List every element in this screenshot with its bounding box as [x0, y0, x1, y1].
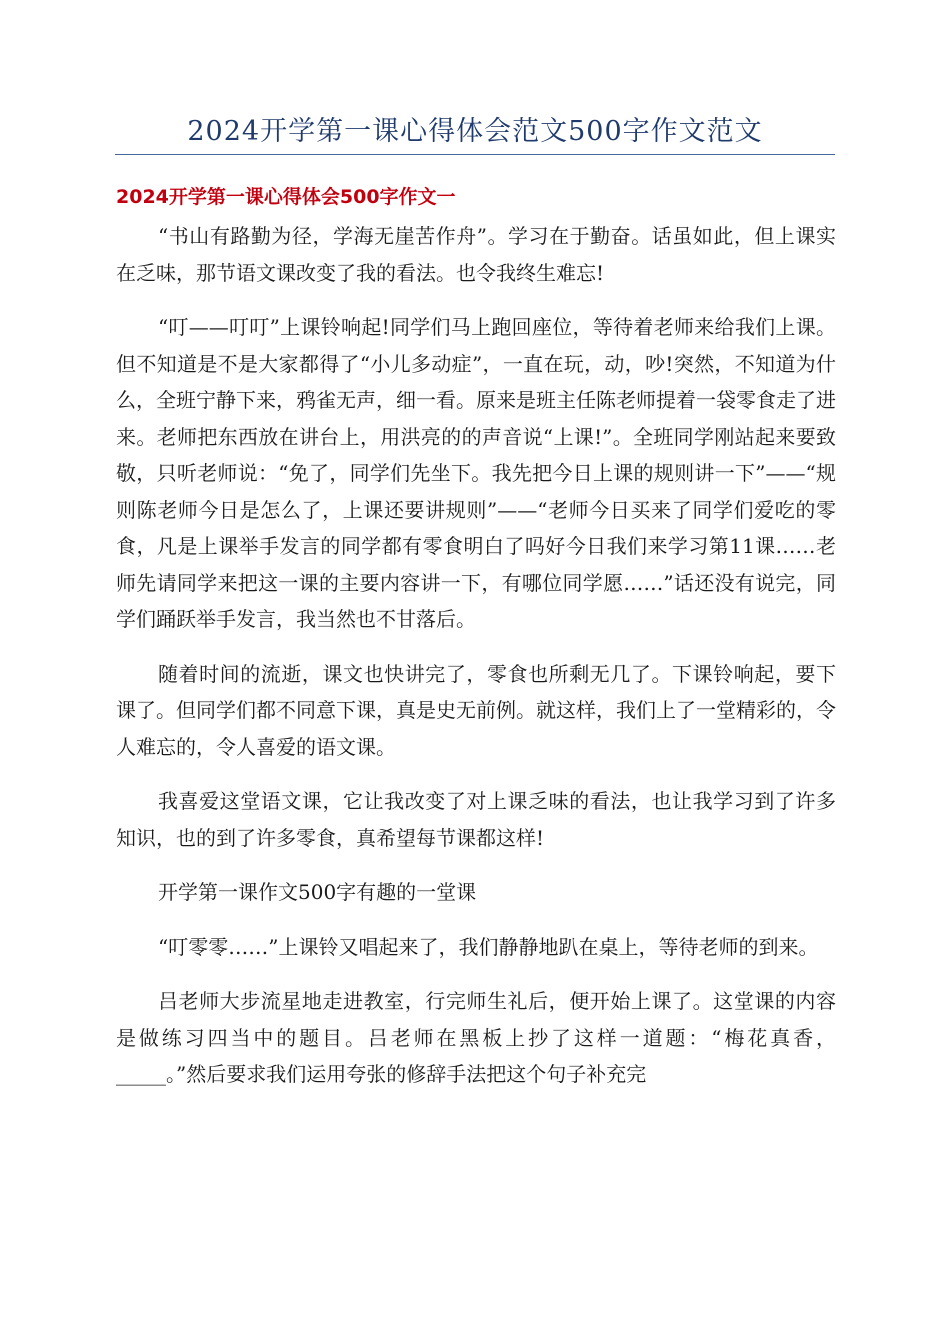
- subheading-paragraph: 开学第一课作文500字有趣的一堂课: [158, 880, 477, 904]
- paragraph: “书山有路勤为径，学海无崖苦作舟”。学习在于勤奋。话虽如此，但上课实在乏味，那节语文课改变了我的看法。也令我终生难忘!: [116, 224, 836, 285]
- body-text: [116, 218, 836, 1111]
- paragraph: 随着时间的流逝，课文也快讲完了，零食也所剩无几了。下课铃响起，要下课了。但同学们都不同意下课，真是史无前例。就这样，我们上了一堂精彩的，令人难忘的，令人喜爱的语文课。: [116, 661, 836, 759]
- title-underline: [115, 154, 835, 155]
- document-title: 2024开学第一课心得体会范文500字作文范文: [187, 116, 763, 147]
- section-heading: 2024开学第一课心得体会500字作文一: [116, 186, 456, 208]
- paragraph: 吕老师大步流星地走进教室，行完师生礼后，便开始上课了。这堂课的内容是做练习四当中的题目。吕老师在黑板上抄了这样一道题：“梅花真香，_____。”然后要求我们运用夸张的修辞手法把这个句子补充完: [116, 989, 836, 1086]
- paragraph: “叮——叮叮”上课铃响起!同学们马上跑回座位，等待着老师来给我们上课。但不知道是不是大家都得了“小儿多动症”，一直在玩，动，吵!突然，不知道为什么，全班宁静下来，鸦雀无声，细一看。原来是班主任陈老师提着一袋零食走了进来。老师把东西放在讲台上，用洪亮的的声音说“上课!”。全班同学刚站起来要致敬，只听老师说：“免了，同学们先坐下。我先把今日上课的规则讲一下”——“规则陈老师今日是怎么了，上课还要讲规则”——“老师今日买来了同学们爱吃的零食，凡是上课举手发言的同学都有零食明白了吗好今日我们来学习第11课……老师先请同学来把这一课的主要内容讲一下，有哪位同学愿……”话还没有说完，同学们踊跃举手发言，我当然也不甘落后。: [116, 315, 836, 631]
- paragraph: 我喜爱这堂语文课，它让我改变了对上课乏味的看法，也让我学习到了许多知识，也的到了许多零食，真希望每节课都这样!: [116, 789, 836, 850]
- paragraph: “叮零零……”上课铃又唱起来了，我们静静地趴在桌上，等待老师的到来。: [158, 934, 819, 959]
